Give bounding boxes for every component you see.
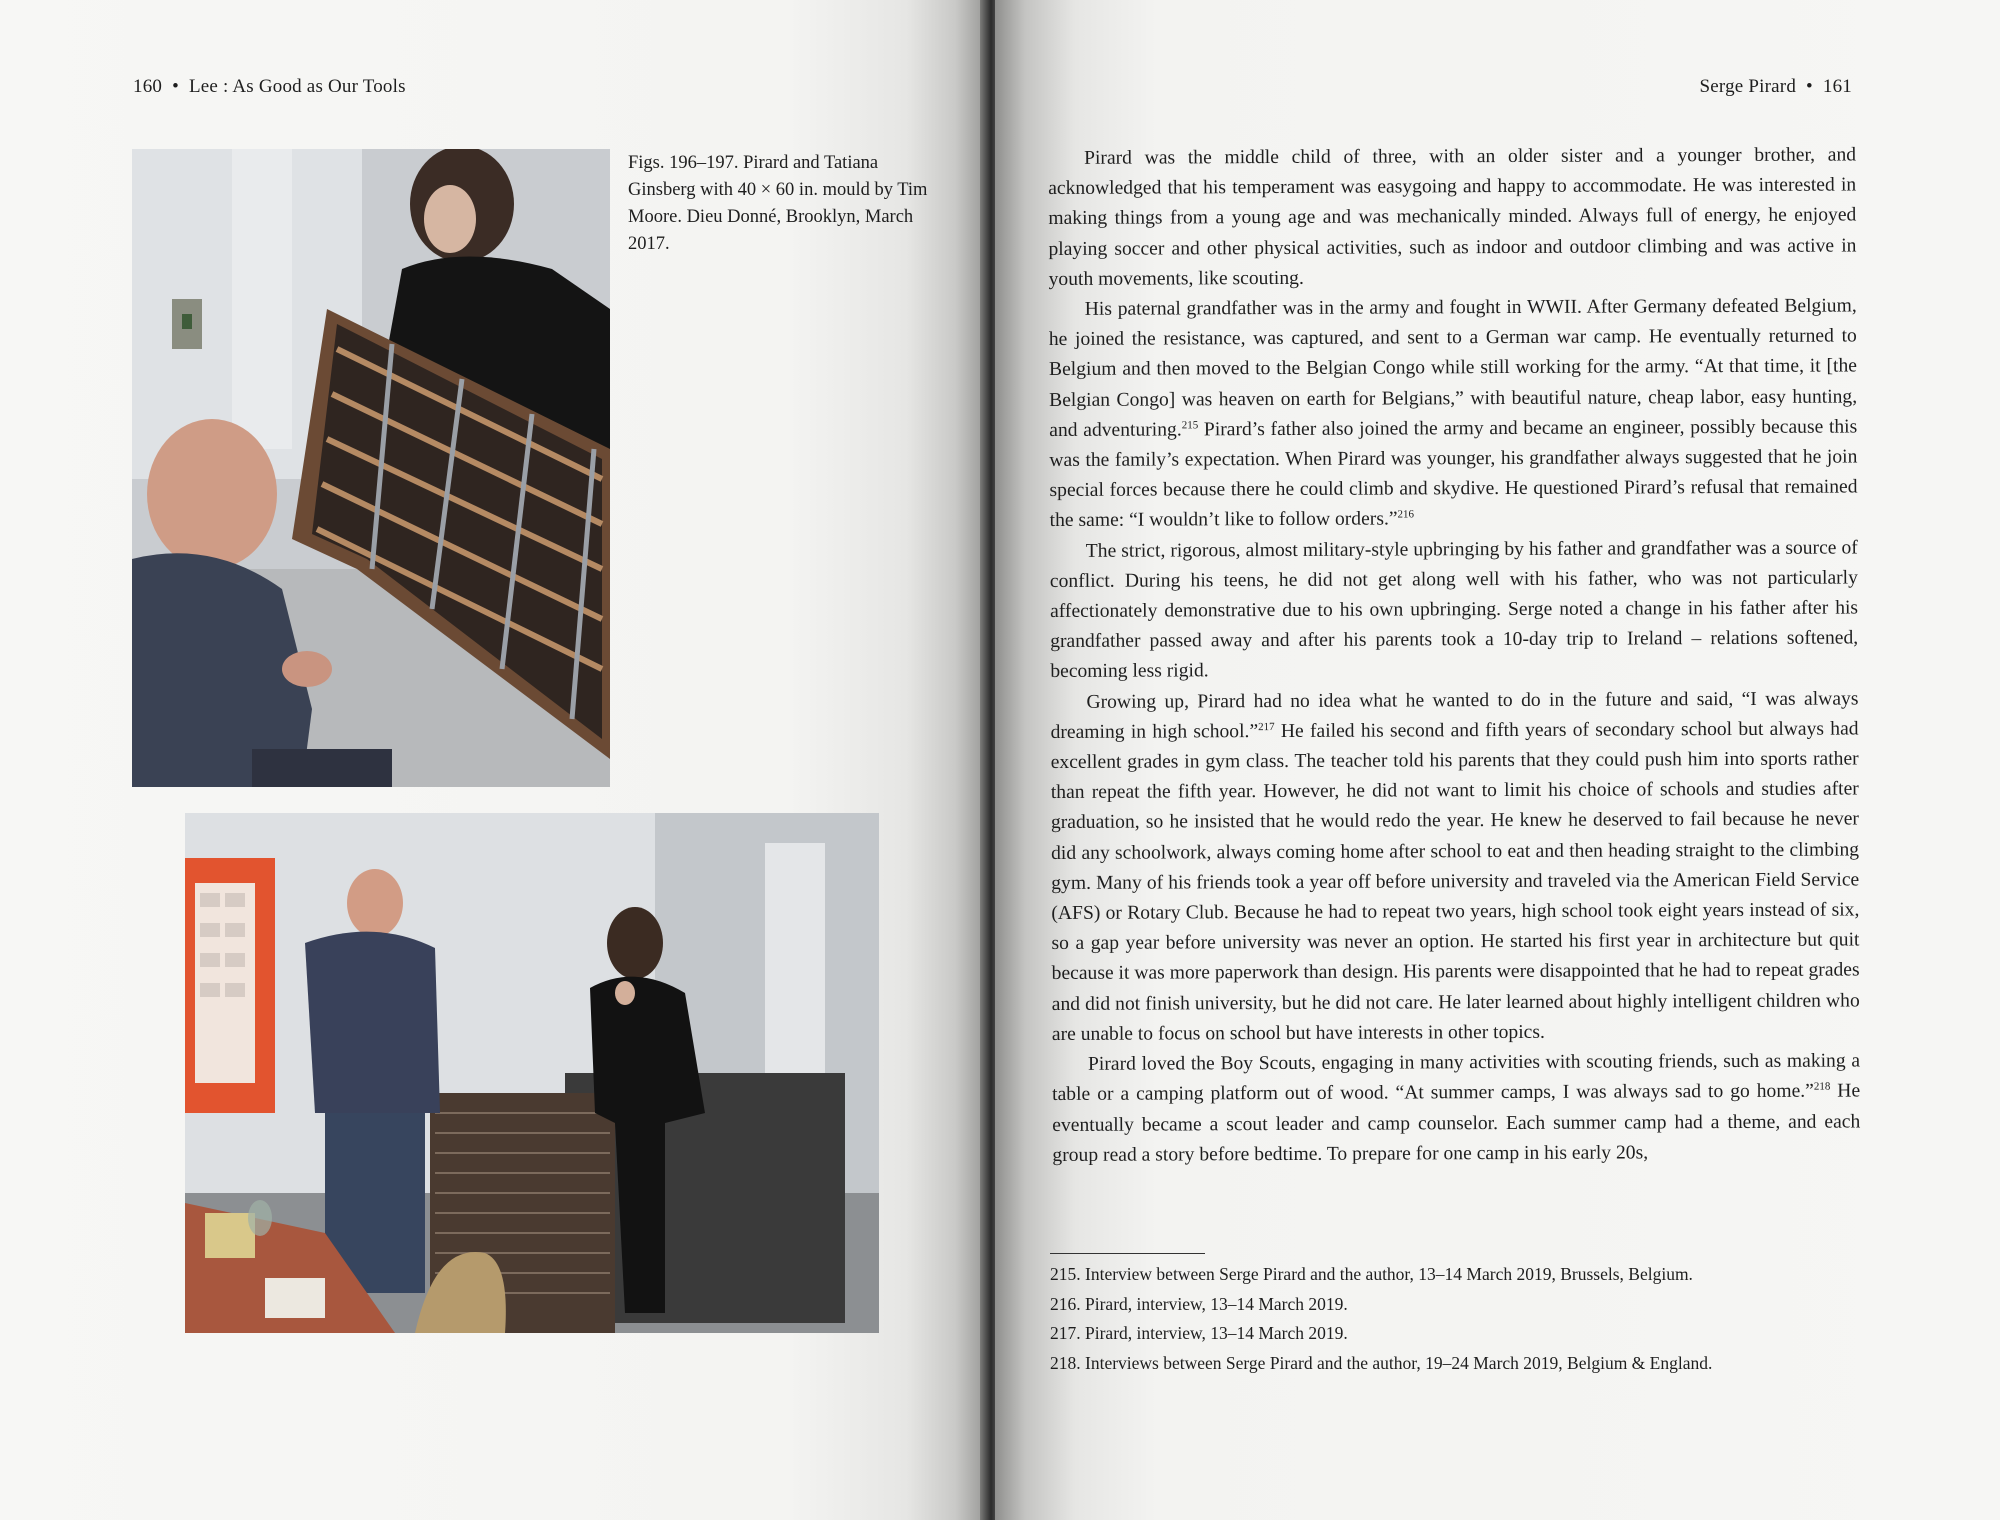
right-head-separator: • bbox=[1806, 76, 1813, 97]
paragraph-1-text: Pirard was the middle child of three, with an older sister and a younger brother, and acknowledged that his temperament was easygoing and happy to accommodate. He was interested in making things from a young age and was mechanically minded. Always full of energy, he enjoyed playing soccer and other physical activities, such as indoor and outdoor climbing and was active in youth movements, like scouting. bbox=[1048, 144, 1857, 290]
paragraph-3 bbox=[1050, 533, 1859, 688]
paragraph-2 bbox=[1049, 291, 1858, 536]
paragraph-1 bbox=[1048, 140, 1857, 295]
footnote-ref-218[interactable]: 218 bbox=[1813, 1080, 1831, 1093]
footnote-217: 217. Pirard, interview, 13–14 March 2019. bbox=[1050, 1323, 1348, 1343]
paragraph-5-continuation: He eventually became a scout leader and camp counselor. Each summer camp had a theme, and each group read a story before bedtime. To prepare for one camp in his early 20s, bbox=[1052, 1080, 1861, 1166]
left-page-number: 160 bbox=[133, 76, 163, 97]
paragraph-5 bbox=[1052, 1047, 1861, 1171]
footnote-216: 216. Pirard, interview, 13–14 March 2019. bbox=[1050, 1293, 1348, 1314]
left-head-separator: • bbox=[172, 76, 179, 97]
footnote-218: 218. Interviews between Serge Pirard and the author, 19–24 March 2019, Belgium & England. bbox=[1050, 1352, 1713, 1373]
body-text bbox=[1048, 140, 1860, 1170]
right-running-title: Serge Pirard bbox=[1699, 76, 1797, 97]
paragraph-5-text: Pirard loved the Boy Scouts, engaging in many activities with scouting friends, such as making a table or a camping platform out of wood. “At summer camps, I was always sad to go home.” bbox=[1052, 1050, 1861, 1106]
footnote-215: 215. Interview between Serge Pirard and the author, 13–14 March 2019, Brussels, Belgium. bbox=[1050, 1264, 1693, 1284]
footnote-ref-215[interactable]: 215 bbox=[1181, 419, 1199, 432]
figure-197-photo bbox=[185, 813, 879, 1333]
paragraph-3-text: The strict, rigorous, almost military-style upbringing by his father and grandfather was a source of conflict. During his teens, he did not get along well with his father, who was not particularly affectionately demonstrative due to his own upbringing. Serge noted a change in his father after his grandfather passed away and after his parents took a 10-day trip to Ireland – relations softened, becoming less rigid. bbox=[1049, 537, 1859, 683]
footnote-rule bbox=[1050, 1253, 1205, 1254]
footnotes bbox=[1050, 1260, 1870, 1378]
paragraph-2-continuation: Pirard’s father also joined the army and became an engineer, possibly because this was the family’s expectation. When Pirard was younger, his grandfather always suggested that he join special forces because there he could climb and skydive. He questioned Pirard’s refusal that remained the same: “I wouldn’t like to follow orders.” bbox=[1049, 416, 1858, 532]
right-running-head bbox=[1700, 76, 1852, 98]
paragraph-4 bbox=[1050, 684, 1860, 1050]
figure-caption: Figs. 196–197. Pirard and Tatiana Ginsberg with 40 × 60 in. mould by Tim Moore. Dieu Donné, Brooklyn, March 2017. bbox=[628, 153, 928, 254]
left-running-head bbox=[133, 76, 406, 98]
left-page bbox=[0, 0, 985, 1520]
paragraph-4-text: Growing up, Pirard had no idea what he wanted to do in the future and said, “I was always dreaming in high school.” bbox=[1050, 688, 1859, 743]
paragraph-2-text: His paternal grandfather was in the army and fought in WWII. After Germany defeated Belgium, he joined the resistance, was captured, and sent to a German war camp. He eventually returned to Belgium and then moved to the Belgian Congo while still working for the army. “At that time, it [the Belgian Congo] was heaven on earth for Belgians,” with beautiful nature, cheap labor, easy hunting, and adventuring. bbox=[1048, 295, 1858, 441]
footnote-ref-216[interactable]: 216 bbox=[1397, 508, 1415, 521]
right-page-number: 161 bbox=[1822, 76, 1852, 97]
figure-196-photo bbox=[132, 149, 610, 787]
footnote-ref-217[interactable]: 217 bbox=[1258, 720, 1275, 733]
left-running-title: Lee : As Good as Our Tools bbox=[188, 76, 406, 97]
paragraph-4-continuation: He failed his second and fifth years of secondary school but always had excellent grades in gym class. The teacher told his parents that they could push him into sports rather than repeat the fifth year. However, he did not want to limit his choice of schools and studies after graduation, so he insisted that he would redo the year. He knew he deserved to fail because he never did any schoolwork, always coming home after school to eat and then heading straight to the climbing gym. Many of his friends took a year off before university and traveled via the American Field Service (AFS) or Rotary Club. Because he had to repeat two years, high school took eight years instead of six, so a gap year before university was never an option. He started his first year in architecture but quit because it was more paperwork than design. His parents were disappointed that he had to repeat grades and did not finish university, but he did not care. He later learned about highly intelligent children who are unable to focus on school but have interests in other topics. bbox=[1050, 718, 1860, 1045]
